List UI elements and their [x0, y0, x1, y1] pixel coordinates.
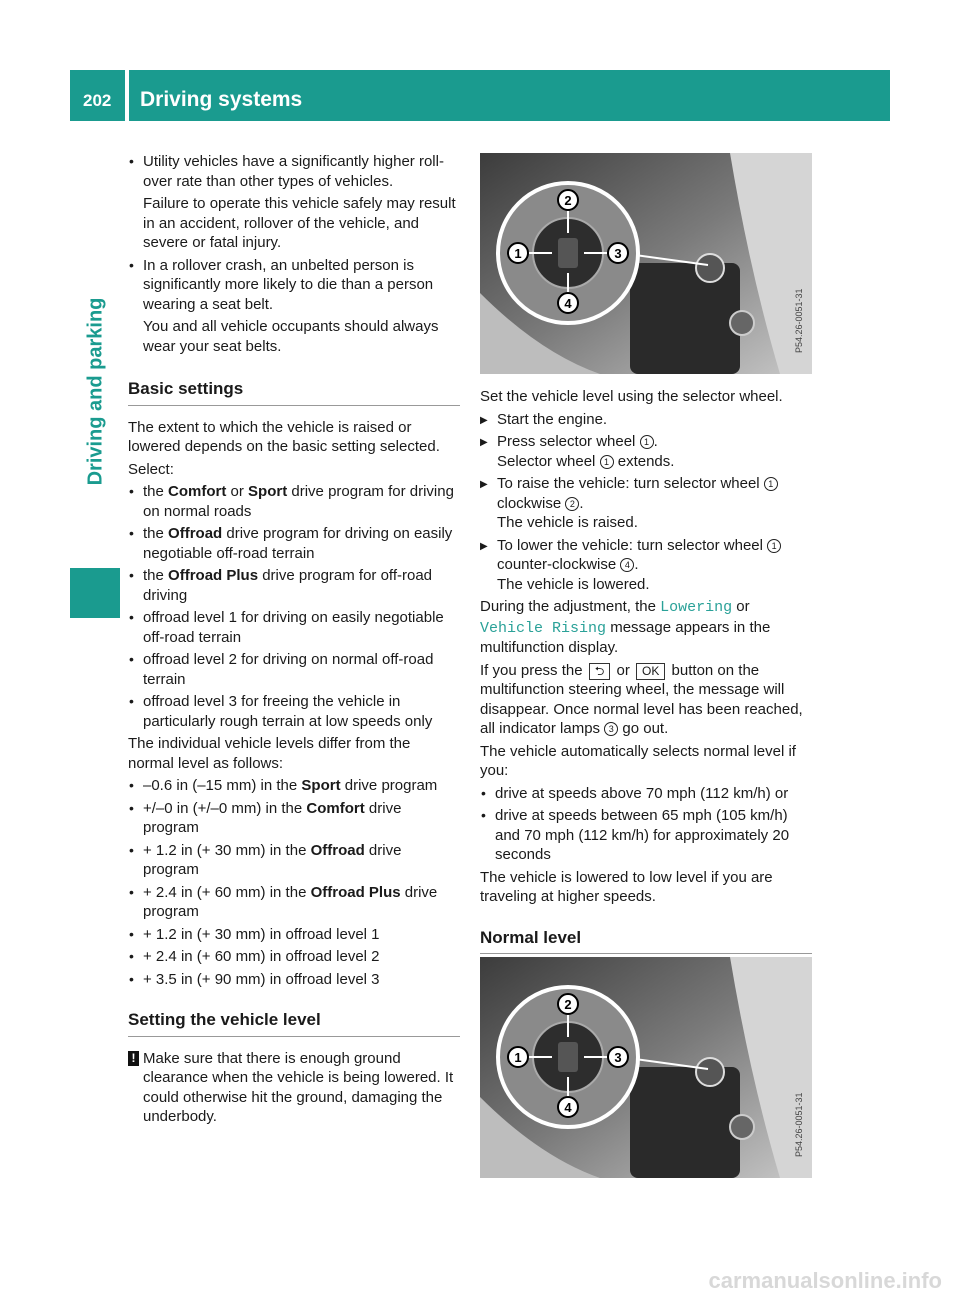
- list-item: • + 2.4 in (+ 60 mm) in offroad level 2: [128, 947, 460, 967]
- header-separator: [125, 70, 129, 121]
- callout-ref-2: 2: [565, 497, 579, 511]
- list-item: • drive at speeds between 65 mph (105 km/h) and 70 mph (112 km/h) for approximately 20 seconds: [480, 806, 812, 865]
- callout-2: 2: [564, 193, 572, 208]
- paragraph: During the adjustment, the Lowering or Vehicle Rising message appears in the multifunction display.: [480, 598, 771, 656]
- section-heading-normal-level: Normal level: [480, 927, 582, 947]
- section-rule: [128, 405, 460, 406]
- paragraph: The vehicle automatically selects normal level if you:: [480, 742, 796, 779]
- selector-wheel-photo-2: [480, 957, 812, 1178]
- callout-ref-1: 1: [640, 435, 654, 449]
- section-rule: [480, 953, 812, 954]
- side-tab-block: [70, 568, 120, 618]
- ok-key-icon: OK: [636, 663, 665, 680]
- list-item: • +/–0 in (+/–0 mm) in the Comfort drive program: [128, 799, 460, 838]
- callout-ref-1: 1: [600, 455, 614, 469]
- callout-3: 3: [614, 246, 622, 261]
- console-illustration: [480, 153, 812, 374]
- callout-ref-4: 4: [620, 558, 634, 572]
- callout-3: 3: [614, 1050, 622, 1065]
- back-key-icon: ⮌: [589, 663, 611, 680]
- callout-ref-1: 1: [764, 477, 778, 491]
- photo-code: P54.26-0051-31: [794, 1092, 804, 1157]
- list-item: • + 1.2 in (+ 30 mm) in the Offroad drive program: [128, 841, 460, 880]
- watermark: carmanualsonline.info: [708, 1268, 942, 1293]
- paragraph: Select:: [128, 460, 174, 478]
- list-item: • In a rollover crash, an unbelted person is significantly more likely to die than a person wearing a seat belt. You and all vehicle occupants should always wear your seat belts.: [128, 256, 460, 357]
- display-message-rising: Vehicle Rising: [480, 619, 607, 637]
- list-item: • –0.6 in (–15 mm) in the Sport drive program: [128, 776, 460, 796]
- list-item: • the Offroad drive program for driving on easily negotiable off-road terrain: [128, 524, 460, 563]
- list-item: • drive at speeds above 70 mph (112 km/h) or: [480, 784, 812, 804]
- paragraph: Set the vehicle level using the selector wheel.: [480, 388, 783, 405]
- chapter-title: Driving systems: [140, 88, 303, 111]
- right-column: [480, 387, 812, 954]
- callout-4: 4: [564, 296, 572, 311]
- callout-2: 2: [564, 997, 572, 1012]
- list-item: • + 2.4 in (+ 60 mm) in the Offroad Plus drive program: [128, 883, 460, 922]
- bullet-subtext: Failure to operate this vehicle safely may result in an accident, rollover of the vehicle, and severe or fatal injury.: [143, 195, 456, 251]
- list-item: • the Offroad Plus drive program for off-road driving: [128, 566, 460, 605]
- warning-note: ! Make sure that there is enough ground clearance when the vehicle is being lowered. It could otherwise hit the ground, damaging the underbody.: [128, 1049, 460, 1127]
- section-heading-setting-level: Setting the vehicle level: [128, 1010, 321, 1029]
- list-item: • Utility vehicles have a significantly higher roll-over rate than other types of vehicles. Failure to operate this vehicle safely may result in an accident, rollover of the vehicle, and severe or fatal injury.: [128, 152, 460, 253]
- callout-ref-3: 3: [604, 722, 618, 736]
- bullet-subtext: You and all vehicle occupants should always wear your seat belts.: [143, 318, 439, 355]
- section-heading-basic-settings: Basic settings: [128, 379, 244, 398]
- paragraph: The individual vehicle levels differ from the normal level as follows:: [128, 735, 411, 772]
- list-item: • offroad level 3 for freeing the vehicle in particularly rough terrain at low speeds only: [128, 692, 460, 731]
- list-item: • the Comfort or Sport drive program for driving on normal roads: [128, 482, 460, 521]
- list-item: • + 3.5 in (+ 90 mm) in offroad level 3: [128, 970, 460, 990]
- section-rule: [128, 1036, 460, 1037]
- selector-wheel-photo-1: [480, 153, 812, 374]
- side-tab-label: Driving and parking: [84, 297, 107, 485]
- console-illustration: [480, 957, 812, 1178]
- step-item: ▶ Press selector wheel 1 . Selector wheel 1 extends.: [480, 432, 812, 471]
- callout-ref-1: 1: [767, 539, 781, 553]
- photo-code: P54.26-0051-31: [794, 288, 804, 353]
- step-item: ▶ Start the engine.: [480, 410, 812, 430]
- callout-1: 1: [514, 246, 522, 261]
- callout-4: 4: [564, 1100, 572, 1115]
- step-item: ▶ To raise the vehicle: turn selector wheel 1 clockwise 2 . The vehicle is raised.: [480, 474, 812, 533]
- list-item: • + 1.2 in (+ 30 mm) in offroad level 1: [128, 925, 460, 945]
- paragraph: The vehicle is lowered to low level if you are traveling at higher speeds.: [480, 868, 773, 905]
- left-column: [128, 152, 460, 1127]
- page-number: 202: [83, 91, 112, 110]
- paragraph: The extent to which the vehicle is raised or lowered depends on the basic setting selected.: [128, 418, 440, 455]
- display-message-lowering: Lowering: [660, 599, 733, 616]
- callout-1: 1: [514, 1050, 522, 1065]
- list-item: • offroad level 1 for driving on easily negotiable off-road terrain: [128, 608, 460, 647]
- warning-icon: !: [128, 1051, 139, 1066]
- paragraph: If you press the ⮌ or OK button on the multifunction steering wheel, the message will disappear. Once normal level has been reached, all indicator lamps 3 go out.: [480, 661, 803, 737]
- list-item: • offroad level 2 for driving on normal off-road terrain: [128, 650, 460, 689]
- step-item: ▶ To lower the vehicle: turn selector wheel 1 counter-clockwise 4 . The vehicle is lowered.: [480, 536, 812, 595]
